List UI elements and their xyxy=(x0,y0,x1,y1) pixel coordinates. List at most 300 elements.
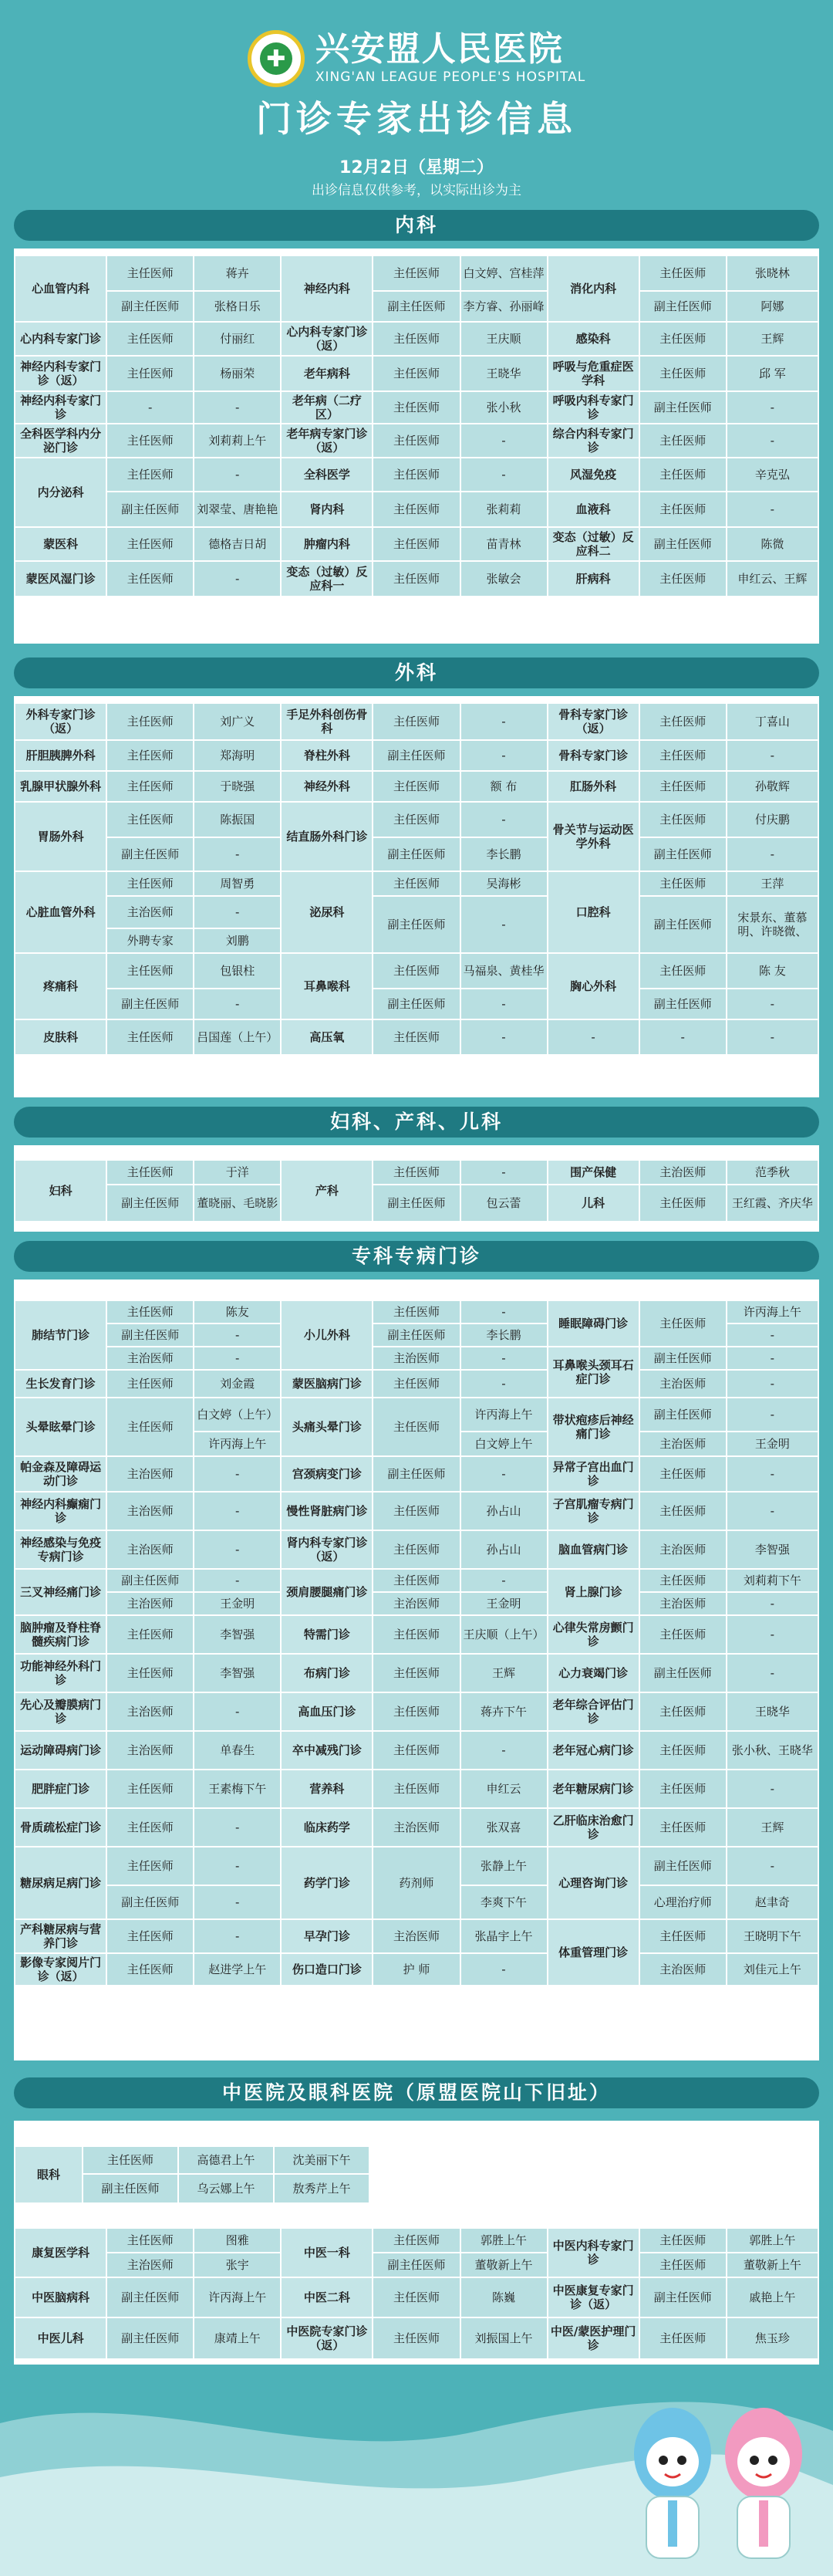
schedule-cell: 申红云 xyxy=(460,1770,548,1808)
table-fuer xyxy=(14,1159,819,1222)
table-row xyxy=(15,527,818,561)
schedule-cell: 护 师 xyxy=(373,1953,460,1986)
schedule-cell: 郑海明 xyxy=(194,740,281,771)
schedule-cell: 主任医师 xyxy=(639,703,727,740)
schedule-cell: 张格日乐 xyxy=(194,291,281,322)
hospital-name-en: XING'AN LEAGUE PEOPLE'S HOSPITAL xyxy=(315,69,586,85)
table-row xyxy=(15,2277,818,2317)
department-cell: 康复医学科 xyxy=(15,2228,106,2277)
department-cell: 生长发育门诊 xyxy=(15,1370,106,1398)
table-row xyxy=(15,989,818,1019)
table-row xyxy=(15,356,818,391)
schedule-cell: 副主任医师 xyxy=(106,492,194,527)
table-row xyxy=(15,1654,818,1692)
table-row xyxy=(15,1456,818,1492)
schedule-cell: - xyxy=(727,1615,818,1654)
schedule-cell: 吕国莲（上午） xyxy=(194,1019,281,1055)
schedule-cell: - xyxy=(727,391,818,424)
schedule-cell: 李智强 xyxy=(194,1654,281,1692)
schedule-cell: 丁喜山 xyxy=(727,703,818,740)
table-row xyxy=(15,1808,818,1847)
department-cell: 脑血管病门诊 xyxy=(548,1530,639,1569)
schedule-cell: 郭胜上午 xyxy=(727,2228,818,2253)
schedule-cell: 张小秋 xyxy=(460,391,548,424)
department-cell: 骨质疏松症门诊 xyxy=(15,1808,106,1847)
schedule-cell: - xyxy=(194,896,281,928)
department-cell: 布病门诊 xyxy=(281,1654,373,1692)
department-cell: 心理咨询门诊 xyxy=(548,1847,639,1919)
schedule-cell: 副主任医师 xyxy=(639,1654,727,1692)
schedule-cell: 主任医师 xyxy=(106,953,194,989)
table-row xyxy=(15,1492,818,1530)
department-cell: 神经外科 xyxy=(281,771,373,802)
department-cell: 肝病科 xyxy=(548,561,639,597)
department-cell: 肛肠外科 xyxy=(548,771,639,802)
department-cell: 中医/蒙医护理门诊 xyxy=(548,2317,639,2359)
department-cell: 营养科 xyxy=(281,1770,373,1808)
schedule-cell: 赵进学上午 xyxy=(194,1953,281,1986)
schedule-cell: - xyxy=(194,1569,281,1592)
schedule-cell: 主任医师 xyxy=(106,255,194,291)
schedule-cell: 外聘专家 xyxy=(106,928,194,953)
schedule-cell: 主任医师 xyxy=(639,953,727,989)
schedule-cell: - xyxy=(727,1654,818,1692)
schedule-cell: - xyxy=(727,837,818,871)
department-cell: 综合内科专家门诊 xyxy=(548,424,639,458)
schedule-cell: - xyxy=(460,802,548,837)
schedule-cell: 董晓丽、毛晓影 xyxy=(194,1185,281,1222)
table-row xyxy=(15,1398,818,1432)
table-row xyxy=(15,1019,818,1055)
schedule-cell: - xyxy=(460,989,548,1019)
schedule-cell: 主任医师 xyxy=(373,2277,460,2317)
department-cell: 手足外科创伤骨科 xyxy=(281,703,373,740)
schedule-cell: 主任医师 xyxy=(106,424,194,458)
table-row xyxy=(15,1185,818,1222)
department-cell: 中医儿科 xyxy=(15,2317,106,2359)
table-row xyxy=(15,458,818,492)
department-cell: 妇科 xyxy=(15,1160,106,1222)
schedule-cell: 主治医师 xyxy=(639,1160,727,1185)
schedule-cell: 图雅 xyxy=(194,2228,281,2253)
schedule-cell: 王庆顺（上午） xyxy=(460,1615,548,1654)
department-cell: 心脏血管外科 xyxy=(15,871,106,953)
schedule-cell: 副主任医师 xyxy=(106,2277,194,2317)
department-cell: 蒙医科 xyxy=(15,527,106,561)
schedule-cell: 主任医师 xyxy=(106,1770,194,1808)
table-row xyxy=(15,1569,818,1592)
department-cell: 伤口造口门诊 xyxy=(281,1953,373,1986)
schedule-cell: - xyxy=(460,1953,548,1986)
schedule-cell: 主治医师 xyxy=(639,1432,727,1456)
schedule-cell: 副主任医师 xyxy=(639,989,727,1019)
schedule-cell: 白文婷（上午） xyxy=(194,1398,281,1432)
schedule-cell: 主任医师 xyxy=(639,356,727,391)
schedule-cell: 刘莉莉下午 xyxy=(727,1569,818,1592)
schedule-cell: 主任医师 xyxy=(373,1569,460,1592)
department-cell: 临床药学 xyxy=(281,1808,373,1847)
schedule-cell: 主任医师 xyxy=(373,1615,460,1654)
schedule-cell: - xyxy=(727,1456,818,1492)
department-cell: 神经内科专家门诊（返） xyxy=(15,356,106,391)
schedule-cell: 副主任医师 xyxy=(639,1398,727,1432)
department-cell: 小儿外科 xyxy=(281,1300,373,1370)
department-cell: 特需门诊 xyxy=(281,1615,373,1654)
schedule-cell: 副主任医师 xyxy=(373,989,460,1019)
schedule-cell: 主任医师 xyxy=(373,802,460,837)
schedule-cell: 副主任医师 xyxy=(639,527,727,561)
schedule-cell: 付庆鹏 xyxy=(727,802,818,837)
schedule-cell: 主任医师 xyxy=(106,1300,194,1323)
schedule-cell: - xyxy=(727,740,818,771)
schedule-cell: 阿娜 xyxy=(727,291,818,322)
department-cell: 泌尿科 xyxy=(281,871,373,953)
table-yanke xyxy=(14,2145,369,2204)
schedule-cell: 主任医师 xyxy=(639,740,727,771)
department-cell: 神经内科癫痫门诊 xyxy=(15,1492,106,1530)
table-row xyxy=(15,871,818,896)
schedule-cell: 主治医师 xyxy=(106,1692,194,1731)
schedule-date: 12月2日（星期二） xyxy=(339,158,494,177)
department-cell: 高血压门诊 xyxy=(281,1692,373,1731)
schedule-cell: 主任医师 xyxy=(106,356,194,391)
schedule-cell: 王晓华 xyxy=(727,1692,818,1731)
schedule-cell: 主任医师 xyxy=(373,1019,460,1055)
department-cell: 中医康复专家门诊（返） xyxy=(548,2277,639,2317)
table-row xyxy=(15,1347,818,1370)
department-cell: 脊柱外科 xyxy=(281,740,373,771)
department-cell: 老年综合评估门诊 xyxy=(548,1692,639,1731)
schedule-cell: 主任医师 xyxy=(639,2317,727,2359)
department-cell: 口腔科 xyxy=(548,871,639,953)
schedule-cell: 主治医师 xyxy=(106,1347,194,1370)
department-cell: 疼痛科 xyxy=(15,953,106,1019)
department-cell: 老年糖尿病门诊 xyxy=(548,1770,639,1808)
schedule-cell: - xyxy=(194,1492,281,1530)
department-cell: 早孕门诊 xyxy=(281,1919,373,1953)
schedule-cell: 主任医师 xyxy=(373,391,460,424)
hospital-brand xyxy=(0,26,833,91)
schedule-cell: - xyxy=(460,703,548,740)
hospital-logo-icon: ✚ xyxy=(248,30,305,87)
table-row xyxy=(15,802,818,837)
table-row xyxy=(15,771,818,802)
schedule-cell: 副主任医师 xyxy=(373,1323,460,1347)
schedule-cell: - xyxy=(460,740,548,771)
section-title-fuer: 妇科、产科、儿科 xyxy=(14,1107,819,1138)
schedule-cell: 主任医师 xyxy=(106,322,194,356)
department-cell: 中医二科 xyxy=(281,2277,373,2317)
schedule-cell: - xyxy=(194,1530,281,1569)
schedule-cell: 范季秋 xyxy=(727,1160,818,1185)
department-cell: 呼吸内科专家门诊 xyxy=(548,391,639,424)
schedule-cell: 主治医师 xyxy=(373,1919,460,1953)
department-cell: 耳鼻喉头颈耳石症门诊 xyxy=(548,1347,639,1398)
department-cell: 老年冠心病门诊 xyxy=(548,1731,639,1770)
schedule-cell: 副主任医师 xyxy=(106,291,194,322)
schedule-cell: 主任医师 xyxy=(373,1530,460,1569)
schedule-cell: 主任医师 xyxy=(373,1160,460,1185)
department-cell: 全科医学科内分泌门诊 xyxy=(15,424,106,458)
schedule-cell: 主任医师 xyxy=(639,322,727,356)
schedule-cell: 主治医师 xyxy=(639,1953,727,1986)
table-zhuanke xyxy=(14,1300,819,1986)
schedule-cell: 心理治疗师 xyxy=(639,1885,727,1919)
schedule-cell: 主任医师 xyxy=(373,1770,460,1808)
department-cell: 肿瘤内科 xyxy=(281,527,373,561)
table-row xyxy=(15,1731,818,1770)
schedule-cell: 主任医师 xyxy=(639,1569,727,1592)
department-cell: 慢性肾脏病门诊 xyxy=(281,1492,373,1530)
schedule-cell: 白文婷、宫桂萍 xyxy=(460,255,548,291)
schedule-cell: 主治医师 xyxy=(639,1370,727,1398)
schedule-cell: 刘鹏 xyxy=(194,928,281,953)
schedule-cell: 主任医师 xyxy=(106,458,194,492)
schedule-cell: 陈振国 xyxy=(194,802,281,837)
schedule-cell: 副主任医师 xyxy=(373,1185,460,1222)
schedule-cell: 李长鹏 xyxy=(460,1323,548,1347)
schedule-cell: 王素梅下午 xyxy=(194,1770,281,1808)
department-cell: 宫颈病变门诊 xyxy=(281,1456,373,1492)
schedule-cell: 董敬新上午 xyxy=(460,2253,548,2277)
schedule-cell: 副主任医师 xyxy=(639,1847,727,1885)
schedule-cell: 主任医师 xyxy=(373,1370,460,1398)
schedule-cell: 主任医师 xyxy=(639,492,727,527)
table-row xyxy=(15,391,818,424)
schedule-cell: - xyxy=(460,1019,548,1055)
department-cell: 帕金森及障碍运动门诊 xyxy=(15,1456,106,1492)
table-row xyxy=(15,2253,818,2277)
schedule-cell: - xyxy=(727,492,818,527)
schedule-cell: 主任医师 xyxy=(106,1019,194,1055)
schedule-cell: 刘广义 xyxy=(194,703,281,740)
department-cell: 血液科 xyxy=(548,492,639,527)
schedule-cell: 主治医师 xyxy=(639,1592,727,1615)
department-cell: 消化内科 xyxy=(548,255,639,322)
schedule-cell: 蒋卉 xyxy=(194,255,281,291)
department-cell: 肾内科 xyxy=(281,492,373,527)
schedule-cell: 许丙海上午 xyxy=(727,1300,818,1323)
schedule-cell: - xyxy=(194,837,281,871)
schedule-cell: 德格吉日胡 xyxy=(194,527,281,561)
schedule-cell: - xyxy=(194,1456,281,1492)
schedule-cell: 申红云、王辉 xyxy=(727,561,818,597)
schedule-cell: 主任医师 xyxy=(373,2228,460,2253)
schedule-cell: 副主任医师 xyxy=(83,2174,178,2203)
department-cell: 乙肝临床治愈门诊 xyxy=(548,1808,639,1847)
schedule-cell: 副主任医师 xyxy=(639,291,727,322)
department-cell: 老年病科 xyxy=(281,356,373,391)
schedule-cell: - xyxy=(727,1370,818,1398)
schedule-cell: 主任医师 xyxy=(106,1370,194,1398)
department-cell: 三叉神经痛门诊 xyxy=(15,1569,106,1615)
schedule-cell: 辛克弘 xyxy=(727,458,818,492)
schedule-cell: 主任医师 xyxy=(639,1300,727,1347)
schedule-cell: 主任医师 xyxy=(639,561,727,597)
schedule-cell: 包云蕾 xyxy=(460,1185,548,1222)
table-row xyxy=(15,1160,818,1185)
schedule-cell: 主任医师 xyxy=(106,703,194,740)
schedule-cell: - xyxy=(460,1347,548,1370)
schedule-cell: 王辉 xyxy=(727,1808,818,1847)
table-row xyxy=(15,1530,818,1569)
schedule-cell: 王庆顺 xyxy=(460,322,548,356)
schedule-cell: - xyxy=(727,1323,818,1347)
schedule-cell: 陈微 xyxy=(727,527,818,561)
department-cell: 头晕眩晕门诊 xyxy=(15,1398,106,1456)
schedule-cell: 刘佳元上午 xyxy=(727,1953,818,1986)
schedule-cell: 沈美丽下午 xyxy=(274,2146,369,2174)
schedule-cell: - xyxy=(727,1592,818,1615)
schedule-cell: 陈友 xyxy=(194,1300,281,1323)
schedule-cell: 主任医师 xyxy=(373,1654,460,1692)
schedule-cell: - xyxy=(194,1347,281,1370)
department-cell: 心血管内科 xyxy=(15,255,106,322)
schedule-cell: 白文婷上午 xyxy=(460,1432,548,1456)
schedule-cell: 副主任医师 xyxy=(639,896,727,953)
schedule-cell: 主任医师 xyxy=(639,802,727,837)
table-row xyxy=(15,1592,818,1615)
schedule-cell: 焦玉珍 xyxy=(727,2317,818,2359)
table-zhongyi xyxy=(14,2227,819,2360)
schedule-cell: 主任医师 xyxy=(373,871,460,896)
department-cell: 老年病专家门诊（返） xyxy=(281,424,373,458)
department-cell: 眼科 xyxy=(15,2146,83,2203)
schedule-cell: 副主任医师 xyxy=(639,1347,727,1370)
schedule-cell: - xyxy=(194,1692,281,1731)
schedule-cell: 主任医师 xyxy=(106,1953,194,1986)
schedule-cell: 主任医师 xyxy=(373,703,460,740)
page-header xyxy=(0,0,833,202)
schedule-cell: 主任医师 xyxy=(373,1492,460,1530)
schedule-cell: - xyxy=(460,896,548,953)
schedule-cell: 主治医师 xyxy=(373,1592,460,1615)
schedule-cell: - xyxy=(727,989,818,1019)
schedule-cell: 主任医师 xyxy=(639,2253,727,2277)
department-cell: 胸心外科 xyxy=(548,953,639,1019)
department-cell: 结直肠外科门诊 xyxy=(281,802,373,871)
page-title: 门诊专家出诊信息 xyxy=(256,98,577,140)
department-cell: 肾内科专家门诊（返） xyxy=(281,1530,373,1569)
schedule-cell: 副主任医师 xyxy=(639,2277,727,2317)
schedule-cell: 敖秀芹上午 xyxy=(274,2174,369,2203)
schedule-cell: - xyxy=(460,424,548,458)
schedule-note: 出诊信息仅供参考，以实际出诊为主 xyxy=(312,183,521,198)
schedule-cell: 主任医师 xyxy=(106,1160,194,1185)
schedule-cell: 孙占山 xyxy=(460,1492,548,1530)
schedule-cell: 主任医师 xyxy=(373,322,460,356)
table-neike xyxy=(14,255,819,597)
table-row xyxy=(15,837,818,871)
schedule-cell: 陈巍 xyxy=(460,2277,548,2317)
schedule-cell: - xyxy=(194,391,281,424)
schedule-cell: - xyxy=(727,1847,818,1885)
schedule-cell: 陈 友 xyxy=(727,953,818,989)
department-cell: 中医脑病科 xyxy=(15,2277,106,2317)
schedule-cell: 李长鹏 xyxy=(460,837,548,871)
schedule-cell: 主任医师 xyxy=(639,424,727,458)
schedule-cell: 主任医师 xyxy=(639,255,727,291)
schedule-table xyxy=(14,2227,819,2360)
schedule-cell: 单春生 xyxy=(194,1731,281,1770)
department-cell: 乳腺甲状腺外科 xyxy=(15,771,106,802)
department-cell: 药学门诊 xyxy=(281,1847,373,1919)
schedule-cell: 主治医师 xyxy=(373,1808,460,1847)
department-cell: 蒙医脑病门诊 xyxy=(281,1370,373,1398)
schedule-cell: 赵聿奇 xyxy=(727,1885,818,1919)
schedule-cell: 副主任医师 xyxy=(639,391,727,424)
schedule-cell: 主治医师 xyxy=(639,1530,727,1569)
schedule-cell: 主任医师 xyxy=(373,356,460,391)
schedule-cell: - xyxy=(194,458,281,492)
schedule-cell: 副主任医师 xyxy=(106,1885,194,1919)
department-cell: 胃肠外科 xyxy=(15,802,106,871)
footer-decoration xyxy=(0,2377,833,2576)
schedule-cell: 主任医师 xyxy=(373,2317,460,2359)
schedule-cell: 主任医师 xyxy=(106,1654,194,1692)
schedule-cell: 药剂师 xyxy=(373,1847,460,1919)
section-title-waike: 外科 xyxy=(14,658,819,688)
schedule-cell: 副主任医师 xyxy=(373,837,460,871)
schedule-cell: 主治医师 xyxy=(373,1347,460,1370)
department-cell: 变态（过敏）反应科二 xyxy=(548,527,639,561)
table-row xyxy=(15,492,818,527)
schedule-cell: 张双喜 xyxy=(460,1808,548,1847)
schedule-cell: 马福泉、黄桂华 xyxy=(460,953,548,989)
schedule-cell: 张静上午 xyxy=(460,1847,548,1885)
table-row xyxy=(15,322,818,356)
schedule-cell: 王萍 xyxy=(727,871,818,896)
schedule-cell: 张宇 xyxy=(194,2253,281,2277)
schedule-cell: 主任医师 xyxy=(106,740,194,771)
schedule-cell: - xyxy=(194,1808,281,1847)
schedule-cell: 主治医师 xyxy=(106,1592,194,1615)
department-cell: 心律失常房颤门诊 xyxy=(548,1615,639,1654)
schedule-cell: 张小秋、王晓华 xyxy=(727,1731,818,1770)
schedule-cell: - xyxy=(548,1019,639,1055)
section-title-zhuanke: 专科专病门诊 xyxy=(14,1241,819,1272)
mascot-pair-icon xyxy=(625,2400,810,2574)
department-cell: 皮肤科 xyxy=(15,1019,106,1055)
department-cell: 产科 xyxy=(281,1160,373,1222)
schedule-cell: - xyxy=(727,1019,818,1055)
department-cell: 糖尿病足病门诊 xyxy=(15,1847,106,1919)
schedule-cell: 王金明 xyxy=(194,1592,281,1615)
schedule-cell: 主任医师 xyxy=(373,492,460,527)
department-cell: 体重管理门诊 xyxy=(548,1919,639,1986)
schedule-cell: 主任医师 xyxy=(639,1731,727,1770)
schedule-cell: 副主任医师 xyxy=(373,1456,460,1492)
schedule-cell: 主任医师 xyxy=(639,1456,727,1492)
schedule-cell: - xyxy=(460,1731,548,1770)
schedule-cell: 主任医师 xyxy=(373,561,460,597)
department-cell: 中医内科专家门诊 xyxy=(548,2228,639,2277)
schedule-cell: - xyxy=(727,1492,818,1530)
schedule-cell: - xyxy=(460,1370,548,1398)
schedule-cell: 邱 军 xyxy=(727,356,818,391)
schedule-cell: - xyxy=(639,1019,727,1055)
schedule-cell: 王辉 xyxy=(460,1654,548,1692)
department-cell: 影像专家阅片门诊（返） xyxy=(15,1953,106,1986)
table-row xyxy=(15,1615,818,1654)
schedule-cell: 主任医师 xyxy=(106,1919,194,1953)
schedule-cell: 主任医师 xyxy=(106,871,194,896)
department-cell: 外科专家门诊（返） xyxy=(15,703,106,740)
schedule-cell: - xyxy=(194,989,281,1019)
schedule-table xyxy=(14,255,819,597)
department-cell: 儿科 xyxy=(548,1185,639,1222)
schedule-cell: 李智强 xyxy=(727,1530,818,1569)
